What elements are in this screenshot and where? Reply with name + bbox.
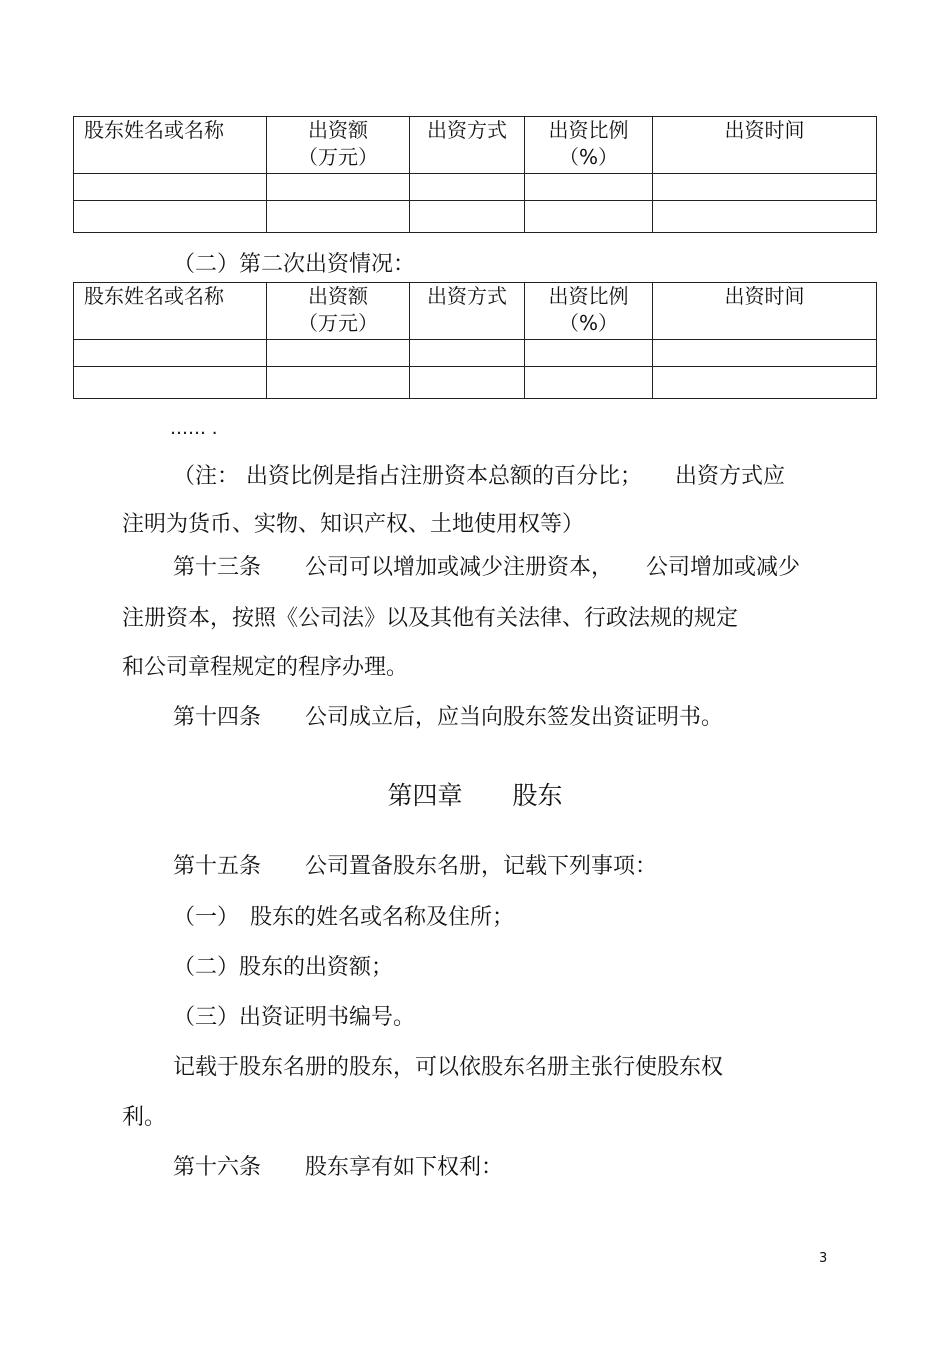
table-cell xyxy=(525,174,653,201)
table-cell xyxy=(410,340,525,367)
paragraph-line: 第十三条 公司可以增加或减少注册资本， 公司增加或减少 xyxy=(173,555,801,580)
paragraph-line: （二）股东的出资额； xyxy=(173,955,394,980)
header-amount: 出资额 （万元） xyxy=(267,283,410,340)
table-row xyxy=(74,174,877,201)
header-shareholder-name: 股东姓名或名称 xyxy=(74,283,267,340)
table-cell xyxy=(525,201,653,233)
header-time: 出资时间 xyxy=(653,283,877,340)
header-method: 出资方式 xyxy=(410,117,525,174)
header-shareholder-name: 股东姓名或名称 xyxy=(74,117,267,174)
paragraph-line: 注明为货币、实物、知识产权、土地使用权等） xyxy=(122,512,585,537)
table-cell xyxy=(267,367,410,399)
table-cell xyxy=(653,367,877,399)
table-cell xyxy=(410,367,525,399)
table-2-caption: （二）第二次出资情况： xyxy=(173,252,416,277)
table-cell xyxy=(410,174,525,201)
header-time: 出资时间 xyxy=(653,117,877,174)
header-method: 出资方式 xyxy=(410,283,525,340)
page-number: 3 xyxy=(819,1251,828,1266)
table-row xyxy=(74,201,877,233)
chapter-title: 第四章 股东 xyxy=(387,781,563,810)
paragraph-line: 记载于股东名册的股东，可以依股东名册主张行使股东权 xyxy=(173,1055,724,1080)
paragraph-line: 第十五条 公司置备股东名册，记载下列事项： xyxy=(173,854,658,879)
paragraph-line: （注： 出资比例是指占注册资本总额的百分比； 出资方式应 xyxy=(173,464,785,489)
table-cell xyxy=(267,201,410,233)
table-cell xyxy=(74,340,267,367)
paragraph-line: 注册资本，按照《公司法》以及其他有关法律、行政法规的规定 xyxy=(122,606,739,631)
paragraph-line: （三）出资证明书编号。 xyxy=(173,1005,416,1030)
table-cell xyxy=(74,174,267,201)
paragraph-line: 第十四条 公司成立后，应当向股东签发出资证明书。 xyxy=(173,705,724,730)
table-cell xyxy=(525,367,653,399)
paragraph-line: （一） 股东的姓名或名称及住所； xyxy=(173,905,515,930)
table-cell xyxy=(74,201,267,233)
table-cell xyxy=(653,174,877,201)
table-cell xyxy=(653,201,877,233)
header-ratio: 出资比例 （%） xyxy=(525,283,653,340)
table-row xyxy=(74,340,877,367)
table-cell xyxy=(267,340,410,367)
table-cell xyxy=(653,340,877,367)
table-cell xyxy=(74,367,267,399)
header-amount: 出资额 （万元） xyxy=(267,117,410,174)
table-cell xyxy=(525,340,653,367)
paragraph-line: 和公司章程规定的程序办理。 xyxy=(122,655,409,680)
capital-table-1 xyxy=(73,116,877,233)
ellipsis: …… . xyxy=(170,418,218,439)
capital-table-2 xyxy=(73,282,877,399)
table-cell xyxy=(410,201,525,233)
table-cell xyxy=(267,174,410,201)
header-ratio: 出资比例 （%） xyxy=(525,117,653,174)
table-row xyxy=(74,367,877,399)
paragraph-line: 第十六条 股东享有如下权利： xyxy=(173,1155,504,1180)
paragraph-line: 利。 xyxy=(122,1105,167,1130)
